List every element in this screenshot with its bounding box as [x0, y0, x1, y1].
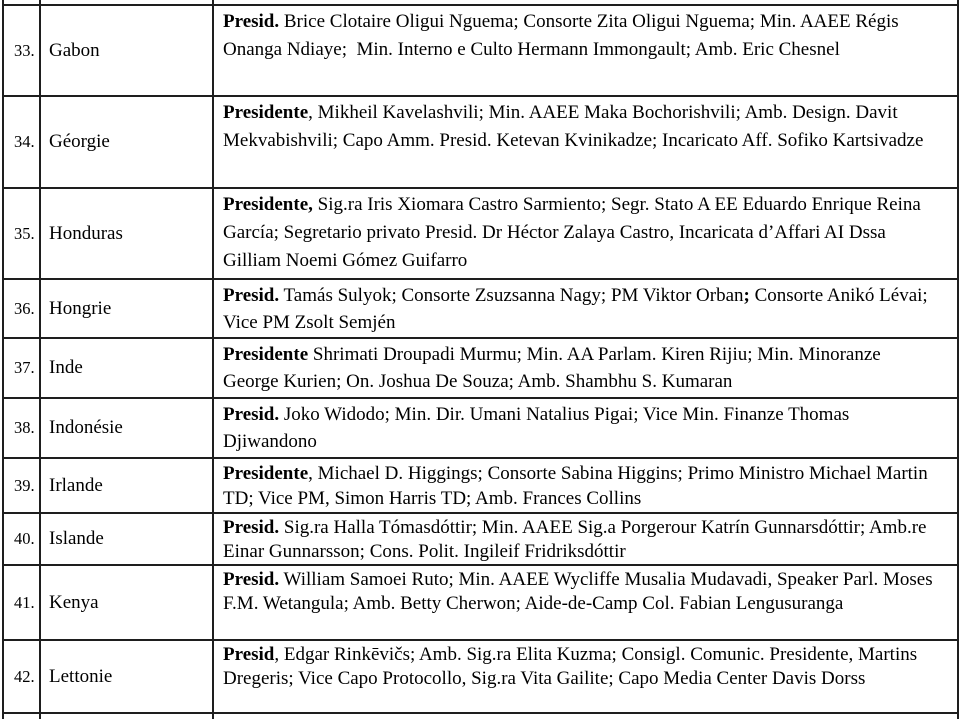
officials-text-segment: , Edgar Rinkēvičs; Amb. Sig.ra Elita Kuzma; Consigl. Comunic. Presidente, Martins Dregeris; Vice Capo Protocollo, Sig.ra Vita Gailite; Capo Media Center Davis Dorss	[223, 644, 922, 689]
officials-text-segment: Brice Clotaire Oligui Nguema; Consorte Zita Oligui Nguema; Min. AAEE Régis Onanga Ndiaye; Min. Interno e Culto Hermann Immongault; Amb. Eric Chesnel	[223, 11, 904, 60]
officials-cell	[213, 398, 958, 458]
partial-cell	[40, 713, 213, 719]
table-row	[3, 279, 958, 338]
officials-text-segment: Presidente,	[223, 194, 313, 215]
officials-text-segment: Presid.	[223, 11, 280, 32]
country-cell: Lettonie	[40, 640, 213, 713]
officials-cell	[213, 640, 958, 713]
country-cell: Géorgie	[40, 96, 213, 188]
table-row	[3, 640, 958, 713]
partial-cell	[213, 713, 958, 719]
country-cell: Hongrie	[40, 279, 213, 338]
officials-text-segment: Shrimati Droupadi Murmu; Min. AA Parlam. Kiren Rijiu; Min. Minoranze George Kurien; On. Joshua De Souza; Amb. Shambhu S. Kumaran	[223, 344, 886, 392]
officials-cell	[213, 5, 958, 96]
officials-cell	[213, 565, 958, 640]
officials-text-segment: Joko Widodo; Min. Dir. Umani Natalius Pigai; Vice Min. Finanze Thomas Djiwandono	[223, 404, 855, 452]
country-cell: Gabon	[40, 5, 213, 96]
table-body	[3, 0, 958, 719]
table-row	[3, 513, 958, 565]
row-number-cell: 34.	[3, 96, 40, 188]
country-cell: Inde	[40, 338, 213, 398]
table-row	[3, 338, 958, 398]
country-cell: Indonésie	[40, 398, 213, 458]
officials-text-segment: , Mikheil Kavelashvili; Min. AAEE Maka Bochorishvili; Amb. Design. Davit Mekvabishvili; Capo Amm. Presid. Ketevan Kvinikadze; Incaricato Aff. Sofiko Kartsivadze	[223, 102, 924, 151]
officials-cell	[213, 188, 958, 279]
row-number-cell: 38.	[3, 398, 40, 458]
officials-text-segment: Presidente	[223, 102, 309, 123]
officials-text-segment: Presidente	[223, 463, 309, 484]
row-number-cell: 39.	[3, 458, 40, 513]
officials-cell	[213, 279, 958, 338]
row-number-cell: 41.	[3, 565, 40, 640]
row-number-cell: 33.	[3, 5, 40, 96]
officials-text-segment: , Michael D. Higgings; Consorte Sabina Higgins; Primo Ministro Michael Martin TD; Vice PM, Simon Harris TD; Amb. Frances Collins	[223, 463, 933, 509]
officials-text-segment: Consorte Anikó Lévai; Vice PM Zsolt Semjén	[223, 285, 933, 333]
row-number-cell: 35.	[3, 188, 40, 279]
officials-text-segment: William Samoei Ruto; Min. AAEE Wycliffe Musalia Mudavadi, Speaker Parl. Moses F.M. Wetangula; Amb. Betty Cherwon; Aide-de-Camp Col. Fabian Lengusuranga	[223, 569, 938, 614]
officials-text-segment: Presid.	[223, 404, 280, 425]
officials-text-segment: Presid.	[223, 569, 280, 590]
officials-text-segment: Tamás Sulyok; Consorte Zsuzsanna Nagy; PM Viktor Orban	[279, 285, 744, 306]
officials-text-segment: Presid.	[223, 285, 280, 306]
row-number-cell: 37.	[3, 338, 40, 398]
officials-cell	[213, 513, 958, 565]
officials-text-segment: ;	[743, 285, 750, 306]
country-cell: Honduras	[40, 188, 213, 279]
country-cell: Irlande	[40, 458, 213, 513]
officials-cell	[213, 338, 958, 398]
officials-cell	[213, 458, 958, 513]
partial-cell	[3, 713, 40, 719]
officials-text-segment: Sig.ra Halla Tómasdóttir; Min. AAEE Sig.a Porgerour Katrín Gunnarsdóttir; Amb.re Einar Gunnarsson; Cons. Polit. Ingileif Fridriksdóttir	[223, 517, 932, 562]
table-row	[3, 188, 958, 279]
table-row	[3, 458, 958, 513]
delegations-table	[2, 0, 959, 719]
officials-text-segment: Presid.	[223, 517, 280, 538]
row-number-cell: 42.	[3, 640, 40, 713]
officials-text-segment: Sig.ra Iris Xiomara Castro Sarmiento; Segr. Stato A EE Eduardo Enrique Reina García; Segretario privato Presid. Dr Héctor Zalaya Castro, Incaricata d’Affari AI Dssa Gilliam Noemi Gómez Guifarro	[223, 194, 926, 271]
table-row	[3, 398, 958, 458]
table-row	[3, 565, 958, 640]
row-number-cell: 40.	[3, 513, 40, 565]
officials-cell	[213, 96, 958, 188]
country-cell: Islande	[40, 513, 213, 565]
officials-text-segment: Presidente	[223, 344, 309, 365]
officials-text-segment: Presid	[223, 644, 275, 665]
partial-row-bottom	[3, 713, 958, 719]
table-row	[3, 96, 958, 188]
row-number-cell: 36.	[3, 279, 40, 338]
table-row	[3, 5, 958, 96]
country-cell: Kenya	[40, 565, 213, 640]
